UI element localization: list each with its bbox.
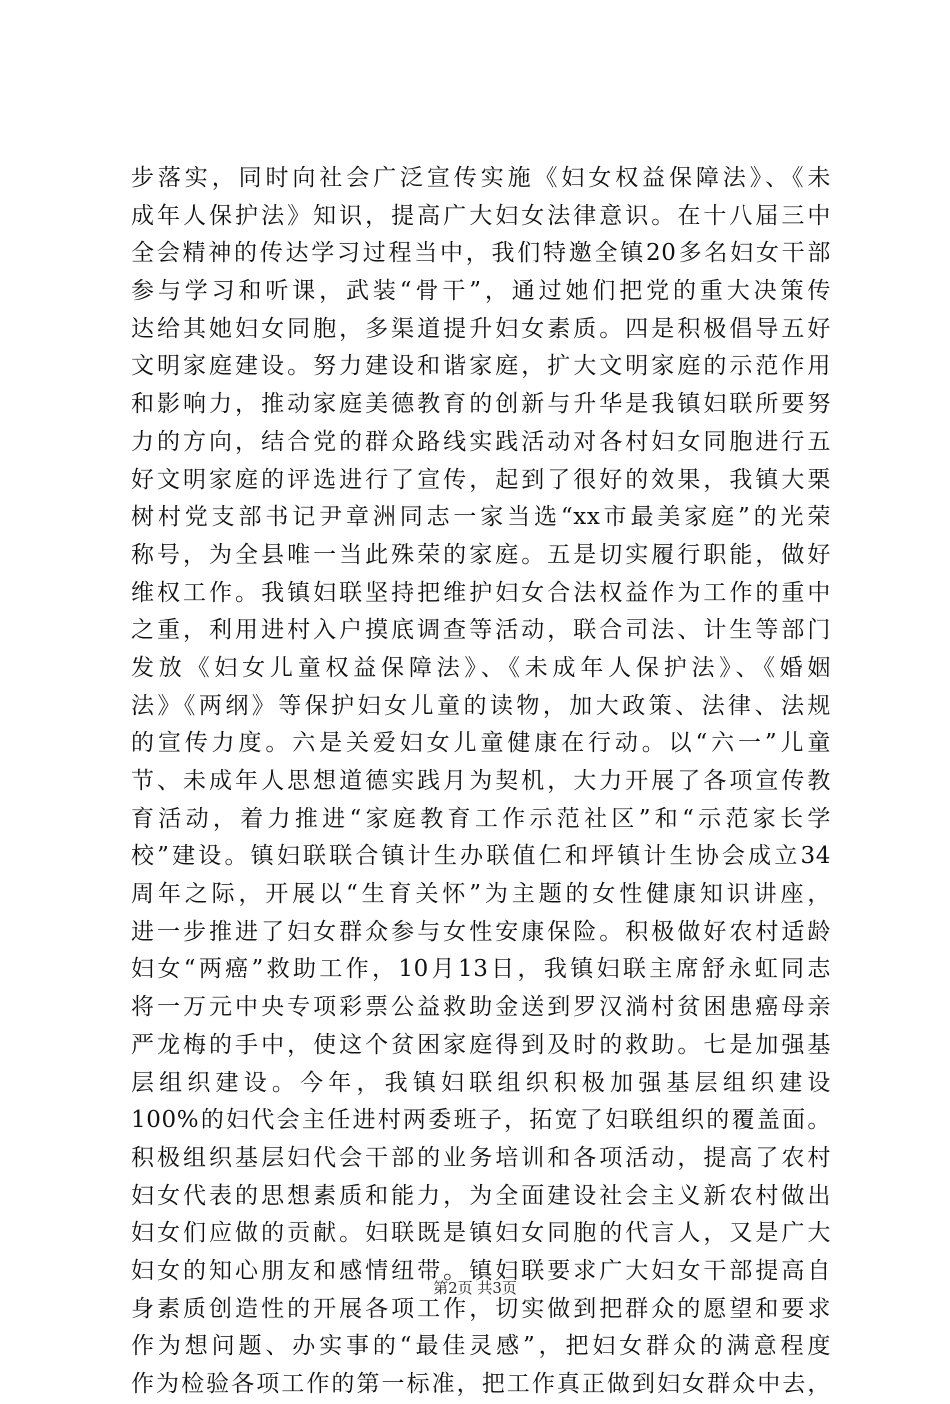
text-line: 树村党支部书记尹章洲同志一家当选“xx市最美家庭”的光荣 xyxy=(131,504,831,531)
text-line: 进一步推进了妇女群众参与女性安康保险。积极做好农村适龄 xyxy=(131,918,831,945)
text-line: 身素质创造性的开展各项工作，切实做到把群众的愿望和要求 xyxy=(131,1295,831,1322)
text-line: 的宣传力度。六是关爱妇女儿童健康在行动。以“六一”儿童 xyxy=(131,730,831,757)
text-line: 法》《两纲》等保护妇女儿童的读物，加大政策、法律、法规 xyxy=(131,692,831,719)
text-line: 力的方向，结合党的群众路线实践活动对各村妇女同胞进行五 xyxy=(131,428,831,455)
text-line: 成年人保护法》知识，提高广大妇女法律意识。在十八届三中 xyxy=(131,202,831,229)
text-line: 100%的妇代会主任进村两委班子，拓宽了妇联组织的覆盖面。 xyxy=(131,1107,831,1134)
text-line: 文明家庭建设。努力建设和谐家庭，扩大文明家庭的示范作用 xyxy=(131,353,831,380)
text-line: 育活动，着力推进“家庭教育工作示范社区”和“示范家长学 xyxy=(131,805,831,832)
text-line: 达给其她妇女同胞，多渠道提升妇女素质。四是积极倡导五好 xyxy=(131,315,831,342)
text-line: 节、未成年人思想道德实践月为契机，大力开展了各项宣传教 xyxy=(131,768,831,794)
text-line: 层组织建设。今年，我镇妇联组织积极加强基层组织建设 xyxy=(131,1069,831,1096)
text-line: 发放《妇女儿童权益保障法》、《未成年人保护法》、《婚姻 xyxy=(131,654,831,681)
text-line: 作为想问题、办实事的“最佳灵感”，把妇女群众的满意程度 xyxy=(131,1333,831,1360)
text-line: 严龙梅的手中，使这个贫困家庭得到及时的救助。七是加强基 xyxy=(131,1031,831,1058)
text-line: 积极组织基层妇代会干部的业务培训和各项活动，提高了农村 xyxy=(131,1144,831,1171)
text-line: 全会精神的传达学习过程当中，我们特邀全镇20多名妇女干部 xyxy=(131,240,831,267)
text-line: 步落实，同时向社会广泛宣传实施《妇女权益保障法》、《未 xyxy=(131,165,831,191)
text-line: 妇女们应做的贡献。妇联既是镇妇女同胞的代言人，又是广大 xyxy=(131,1220,831,1247)
text-line: 妇女的知心朋友和感情纽带。镇妇联要求广大妇女干部提高自 xyxy=(131,1257,831,1284)
text-line: 好文明家庭的评选进行了宣传，起到了很好的效果，我镇大栗 xyxy=(131,466,831,493)
text-line: 校”建设。镇妇联联合镇计生办联值仁和坪镇计生协会成立34 xyxy=(131,843,831,870)
page-footer: 第2页 共3页 xyxy=(433,1279,517,1297)
text-line: 称号，为全县唯一当此殊荣的家庭。五是切实履行职能，做好 xyxy=(131,541,831,568)
text-line: 妇女代表的思想素质和能力，为全面建设社会主义新农村做出 xyxy=(131,1182,831,1209)
text-line: 维权工作。我镇妇联坚持把维护妇女合法权益作为工作的重中 xyxy=(131,579,831,606)
text-line: 之重，利用进村入户摸底调查等活动，联合司法、计生等部门 xyxy=(131,617,831,644)
text-line: 妇女“两癌”救助工作，10月13日，我镇妇联主席舒永虹同志 xyxy=(131,956,831,983)
text-line: 周年之际，开展以“生育关怀”为主题的女性健康知识讲座， xyxy=(131,881,831,908)
text-line: 参与学习和听课，武装“骨干”，通过她们把党的重大决策传 xyxy=(131,278,831,305)
text-line: 作为检验各项工作的第一标准，把工作真正做到妇女群众中去， xyxy=(131,1371,831,1397)
text-line: 和影响力，推动家庭美德教育的创新与升华是我镇妇联所要努 xyxy=(131,391,831,418)
text-line: 将一万元中央专项彩票公益救助金送到罗汉淌村贫困患癌母亲 xyxy=(131,994,831,1021)
body-text xyxy=(131,160,831,1404)
